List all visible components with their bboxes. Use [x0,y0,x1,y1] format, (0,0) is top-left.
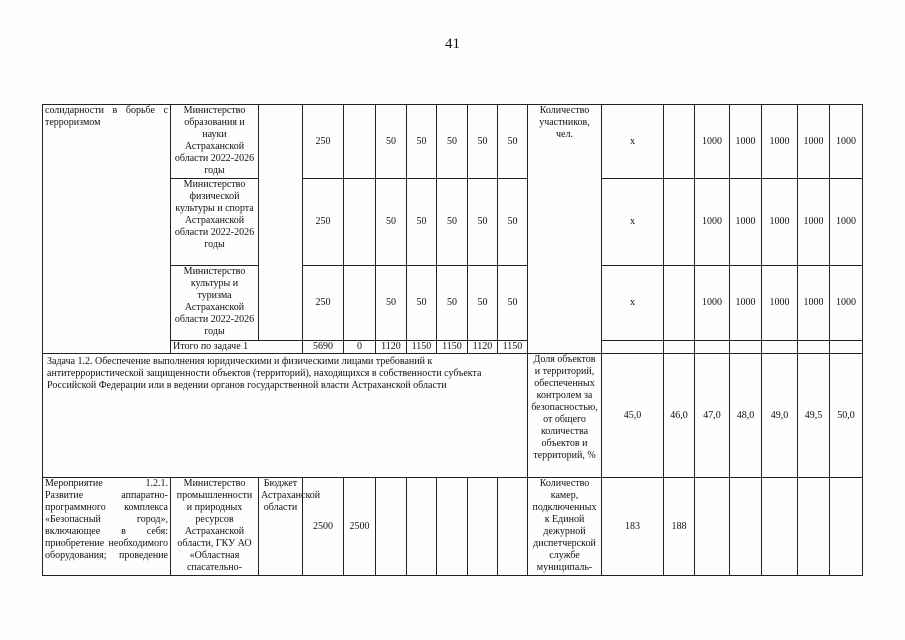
indicator-value-cell: 1000 [830,105,863,179]
indicator-value-cell [664,179,695,266]
program-table [42,104,863,576]
total-cell: 2500 [303,478,344,576]
empty-cell [830,341,863,354]
indicator-cell: Количество камер, подключенных к Единой дежурной диспетчерской службе муниципаль- [528,478,602,576]
year-cell [344,266,376,341]
event-name-cell: Мероприятие 1.2.1. Развитие аппаратно-программного комплекса «Безопасный город», включающее в себя: приобретение необходимого оборудования; проведение [43,478,171,576]
total-cell: 250 [303,105,344,179]
task-text: Задача 1.2. Обеспечение выполнения юридическими и физическими лицами требований к антитеррористической защищенности объектов (территорий), находящихся в собственности субъекта Российской Федерации или в ведении органов государственной власти Астраханской области [43,354,528,478]
indicator-value-cell: 1000 [798,179,830,266]
indicator-cell: Доля объектов и территорий, обеспеченных контролем за безопасностью, от общего количества объектов и территорий, % [528,354,602,478]
indicator-value-cell [762,478,798,576]
executor-cell: Министерство промышленности и природных ресурсов Астраханской области, ГКУ АО «Областная спасательно- [171,478,259,576]
indicator-value-cell: 1000 [798,266,830,341]
indicator-value-cell: 49,5 [798,354,830,478]
year-cell [376,478,407,576]
year-cell [344,179,376,266]
indicator-base-cell: х [602,179,664,266]
indicator-value-cell: 1000 [830,179,863,266]
year-cell: 0 [344,341,376,354]
indicator-value-cell: 49,0 [762,354,798,478]
year-cell: 50 [437,179,468,266]
total-cell: 5690 [303,341,344,354]
year-cell [498,478,528,576]
source-cell [259,105,303,341]
empty-cell [664,341,695,354]
year-cell: 1150 [498,341,528,354]
year-cell [407,478,437,576]
year-cell: 50 [498,179,528,266]
indicator-value-cell: 50,0 [830,354,863,478]
year-cell: 50 [407,266,437,341]
year-cell: 50 [498,105,528,179]
event-name-cell: солидарности в борьбе с терроризмом [43,105,171,354]
indicator-value-cell: 1000 [695,105,730,179]
indicator-value-cell: 1000 [730,179,762,266]
indicator-cell: Количество участников, чел. [528,105,602,354]
empty-cell [602,341,664,354]
year-cell: 50 [498,266,528,341]
indicator-value-cell: 188 [664,478,695,576]
year-cell: 1120 [376,341,407,354]
indicator-base-cell: х [602,105,664,179]
page-number: 41 [445,36,460,52]
indicator-value-cell: 48,0 [730,354,762,478]
indicator-value-cell: 1000 [762,179,798,266]
table-row [43,105,863,179]
executor-cell: Министерство физической культуры и спорта Астраханской области 2022-2026 годы [171,179,259,266]
total-cell: 250 [303,266,344,341]
source-cell: Бюджет Астраханской области [259,478,303,576]
indicator-base-cell: 45,0 [602,354,664,478]
indicator-value-cell [664,105,695,179]
empty-cell [762,341,798,354]
indicator-value-cell [798,478,830,576]
indicator-value-cell: 1000 [830,266,863,341]
indicator-value-cell: 1000 [695,266,730,341]
indicator-value-cell: 1000 [730,266,762,341]
indicator-value-cell [695,478,730,576]
indicator-value-cell: 1000 [695,179,730,266]
year-cell: 50 [437,105,468,179]
indicator-value-cell: 1000 [762,105,798,179]
year-cell: 50 [376,266,407,341]
indicator-value-cell: 47,0 [695,354,730,478]
year-cell: 50 [407,179,437,266]
year-cell [344,105,376,179]
year-cell: 50 [468,105,498,179]
year-cell: 2500 [344,478,376,576]
total-cell: 250 [303,179,344,266]
indicator-value-cell [730,478,762,576]
year-cell: 50 [407,105,437,179]
year-cell: 1150 [437,341,468,354]
year-cell: 50 [468,266,498,341]
year-cell: 50 [437,266,468,341]
indicator-value-cell [830,478,863,576]
indicator-value-cell: 1000 [730,105,762,179]
table-row-event [43,478,863,576]
year-cell: 50 [376,179,407,266]
year-cell: 50 [376,105,407,179]
year-cell [437,478,468,576]
empty-cell [798,341,830,354]
indicator-value-cell: 1000 [762,266,798,341]
executor-cell: Министерство культуры и туризма Астраханской области 2022-2026 годы [171,266,259,341]
year-cell: 1120 [468,341,498,354]
year-cell: 1150 [407,341,437,354]
year-cell [468,478,498,576]
total-label: Итого по задаче 1 [171,341,303,354]
indicator-base-cell: х [602,266,664,341]
empty-cell [730,341,762,354]
executor-cell: Министерство образования и науки Астраханской области 2022-2026 годы [171,105,259,179]
table-row-task [43,354,863,478]
indicator-value-cell: 46,0 [664,354,695,478]
year-cell: 50 [468,179,498,266]
indicator-value-cell [664,266,695,341]
indicator-base-cell: 183 [602,478,664,576]
empty-cell [695,341,730,354]
indicator-value-cell: 1000 [798,105,830,179]
